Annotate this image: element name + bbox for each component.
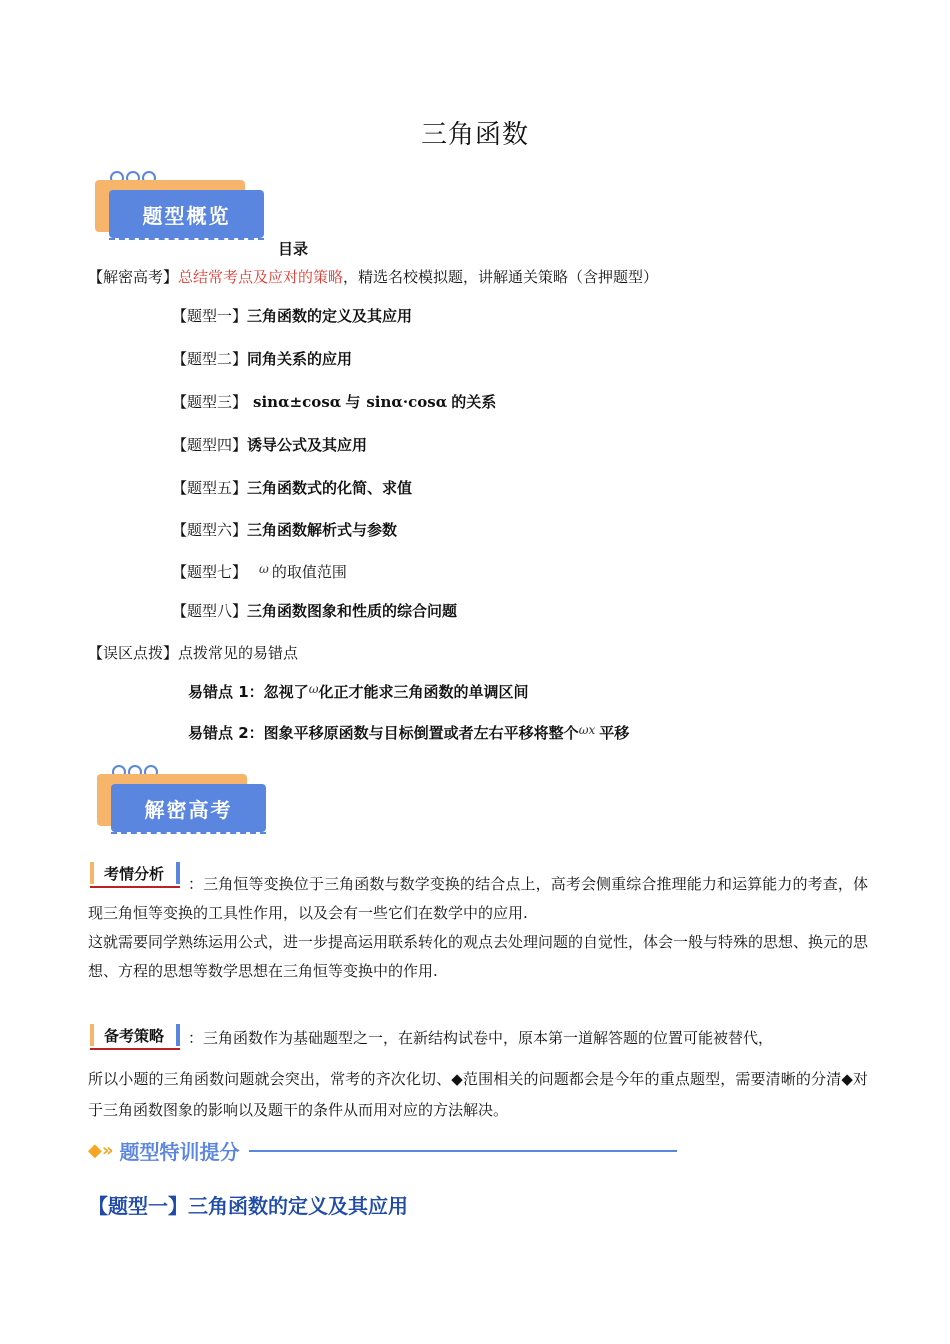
toc-title: 目录 xyxy=(278,240,309,258)
toc-text-mid: 与 xyxy=(345,393,361,411)
toc-text: 诱导公式及其应用 xyxy=(247,436,368,454)
error-text-b: 化正才能求三角函数的单调区间 xyxy=(318,683,529,701)
decrypt-badge xyxy=(97,762,272,844)
diamond-chevron-icon: ◆» xyxy=(88,1140,114,1161)
strategy-tag-label: 备考策略 xyxy=(104,1026,165,1045)
error-label: 易错点 1： xyxy=(188,683,264,701)
toc-tag: 【题型三】 xyxy=(172,393,248,411)
toc-text: 三角函数式的化简、求值 xyxy=(247,479,413,497)
toc-text: 同角关系的应用 xyxy=(247,350,353,368)
toc-item-7[interactable] xyxy=(172,561,347,582)
error-intro-line xyxy=(88,642,298,663)
overview-badge-label: 题型概览 xyxy=(109,190,264,238)
section-header xyxy=(88,1136,677,1165)
intro-rest: ，精选名校模拟题，讲解通关策略（含押题型） xyxy=(343,268,659,286)
error-prefix: 【误区点拨】 xyxy=(88,644,179,662)
intro-highlight: 总结常考点及应对的策略 xyxy=(178,268,344,286)
toc-item-8[interactable] xyxy=(172,600,457,621)
toc-item-3[interactable] xyxy=(172,391,496,412)
toc-text: 三角函数的定义及其应用 xyxy=(247,307,413,325)
toc-formula-1: sinα±cosα xyxy=(253,393,342,411)
omega-symbol: ω xyxy=(308,682,319,696)
strategy-paragraph-2: 所以小题的三角函数问题就会突出，常考的齐次化切、◆范围相关的问题都会是今年的重点题型，需要清晰的分清◆对于三角函数图象的影响以及题干的条件从而用对应的方法解决。 xyxy=(88,1070,868,1119)
omega-symbol: ω xyxy=(259,562,269,576)
toc-item-6[interactable] xyxy=(172,519,397,540)
intro-prefix: 【解密高考】 xyxy=(88,268,179,286)
section-title: 题型特训提分 xyxy=(119,1140,240,1164)
error-text-b: 平移 xyxy=(599,724,630,742)
toc-tag: 【题型二】 xyxy=(172,350,248,368)
omega-x-symbol: ωx xyxy=(578,723,596,737)
type-one-heading: 【题型一】三角函数的定义及其应用 xyxy=(88,1194,408,1218)
toc-item-1[interactable] xyxy=(172,305,412,326)
toc-item-4[interactable] xyxy=(172,434,367,455)
error-text: 点拨常见的易错点 xyxy=(178,644,299,662)
section-divider xyxy=(249,1150,677,1152)
toc-tag: 【题型四】 xyxy=(172,436,248,454)
toc-tag: 【题型六】 xyxy=(172,521,248,539)
error-label: 易错点 2： xyxy=(188,724,264,742)
analysis-paragraph: ：三角恒等变换位于三角函数与数学变换的结合点上，高考会侧重综合推理能力和运算能力的考查，体现三角恒等变换的工具性作用，以及会有一些它们在数学中的应用. xyxy=(88,875,868,922)
strategy-paragraph: ：三角函数作为基础题型之一，在新结构试卷中，原本第一道解答题的位置可能被替代， xyxy=(188,1029,774,1047)
toc-tag: 【题型七】 xyxy=(172,563,248,581)
overview-badge xyxy=(95,168,270,250)
toc-text: 三角函数图象和性质的综合问题 xyxy=(247,602,458,620)
error-text-a: 图象平移原函数与目标倒置或者左右平移将整个 xyxy=(263,724,579,742)
toc-text: 的关系 xyxy=(451,393,497,411)
error-text-a: 忽视了 xyxy=(263,683,309,701)
toc-item-2[interactable] xyxy=(172,348,352,369)
toc-tag: 【题型一】 xyxy=(172,307,248,325)
intro-line xyxy=(88,266,658,287)
analysis-tag-label: 考情分析 xyxy=(104,864,165,883)
analysis-paragraph-2: 这就需要同学熟练运用公式，进一步提高运用联系转化的观点去处理问题的自觉性，体会一般与特殊的思想、换元的思想、方程的思想等数学思想在三角恒等变换中的作用. xyxy=(88,933,869,980)
toc-tag: 【题型五】 xyxy=(172,479,248,497)
page-title: 三角函数 xyxy=(420,120,529,150)
toc-tag: 【题型八】 xyxy=(172,602,248,620)
error-item-1 xyxy=(188,681,529,702)
error-item-2 xyxy=(188,722,629,743)
decrypt-badge-label: 解密高考 xyxy=(111,784,266,832)
toc-text: 的取值范围 xyxy=(271,563,347,581)
toc-item-5[interactable] xyxy=(172,477,412,498)
toc-text: 三角函数解析式与参数 xyxy=(247,521,398,539)
toc-formula-2: sinα·cosα xyxy=(366,393,448,411)
